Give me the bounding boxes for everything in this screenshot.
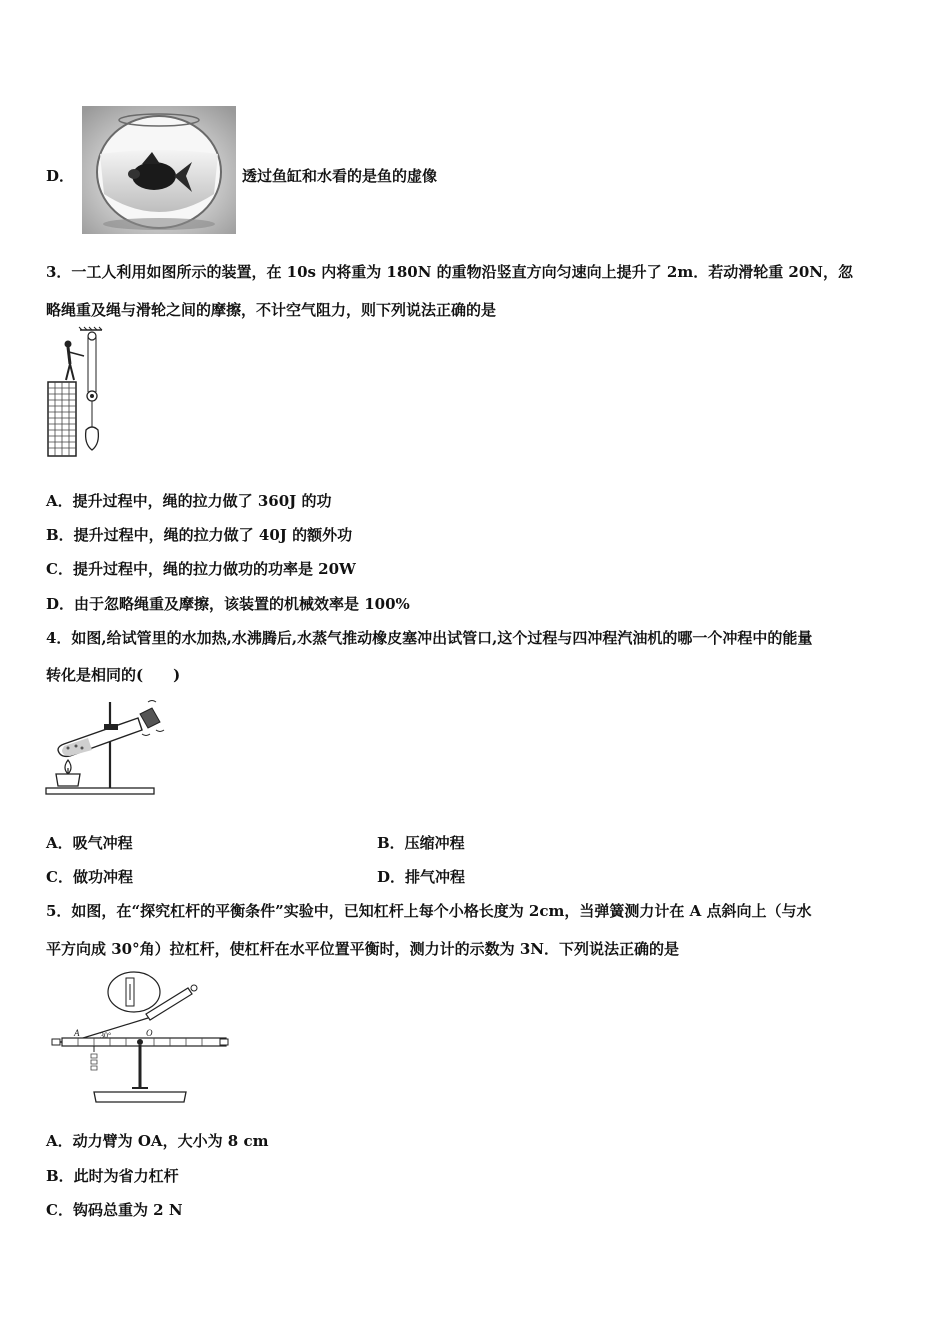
- q4-option-d: D．排气冲程: [377, 868, 466, 886]
- q5-option-c: C．钩码总重为 2 N: [46, 1201, 183, 1219]
- q5-option-a: A．动力臂为 OA，大小为 8 cm: [46, 1132, 269, 1150]
- q2-option-d-text: 透过鱼缸和水看的是鱼的虚像: [242, 167, 438, 185]
- q5-stem-line1: 5．如图，在“探究杠杆的平衡条件”实验中，已知杠杆上每个小格长度为 2cm，当弹簧测力计在 A 点斜向上（与水: [46, 902, 812, 920]
- q3-stem-line1: 3．一工人利用如图所示的装置，在 10s 内将重为 180N 的重物沿竖直方向匀速向上提升了 2m．若动滑轮重 20N，忽: [46, 263, 854, 281]
- q5-stem-line2: 平方向成 30°角）拉杠杆，使杠杆在水平位置平衡时，测力计的示数为 3N．下列说法正确的是: [46, 940, 679, 958]
- q3-option-c: C．提升过程中，绳的拉力做功的功率是 20W: [46, 560, 356, 578]
- q4-stem-line2: 转化是相同的( ): [46, 666, 181, 684]
- test-tube-heating-figure: [44, 694, 168, 798]
- fishbowl-figure: [82, 106, 236, 234]
- lever-balance-figure: [44, 970, 234, 1106]
- pulley-worker-figure: [44, 326, 104, 458]
- fig-label-angle: 30°: [100, 1031, 112, 1040]
- q3-option-a: A．提升过程中，绳的拉力做了 360J 的功: [46, 492, 332, 510]
- q4-option-c: C．做功冲程: [46, 868, 133, 886]
- fig-label-a: A: [74, 1028, 80, 1038]
- q4-option-a: A．吸气冲程: [46, 834, 133, 852]
- fig-label-o: O: [146, 1028, 153, 1038]
- q5-option-b: B．此时为省力杠杆: [46, 1167, 179, 1185]
- q4-stem-line1: 4．如图,给试管里的水加热,水沸腾后,水蒸气推动橡皮塞冲出试管口,这个过程与四冲程汽油机的哪一个冲程中的能量: [46, 629, 813, 647]
- q3-option-d: D．由于忽略绳重及摩擦，该装置的机械效率是 100%: [46, 595, 410, 613]
- q4-option-b: B．压缩冲程: [377, 834, 465, 852]
- q2-option-d-letter: D．: [46, 167, 75, 185]
- q3-stem-line2: 略绳重及绳与滑轮之间的摩擦，不计空气阻力，则下列说法正确的是: [46, 301, 497, 319]
- q3-option-b: B．提升过程中，绳的拉力做了 40J 的额外功: [46, 526, 353, 544]
